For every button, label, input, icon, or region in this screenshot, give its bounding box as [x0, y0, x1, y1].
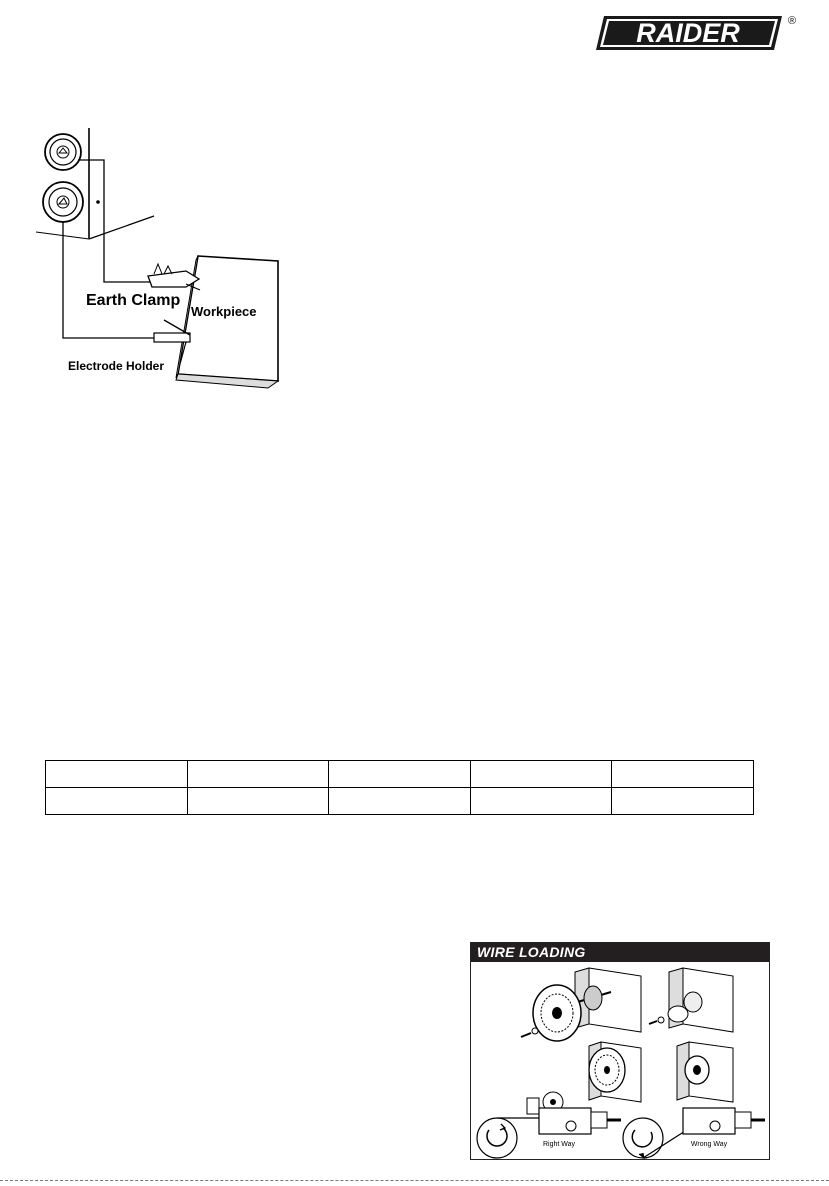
wrong-way-caption: Wrong Way [690, 1141, 728, 1148]
electrode-holder-label: Electrode Holder [68, 359, 165, 373]
wire-loading-panel [470, 942, 770, 1160]
table-row [46, 761, 754, 788]
wrong-way-illustration [623, 1108, 765, 1158]
right-way-caption: Right Way [542, 1141, 576, 1148]
table-cell [612, 761, 754, 788]
right-way-illustration [477, 1108, 621, 1158]
table-cell [187, 788, 329, 815]
table-cell [470, 788, 612, 815]
table-cell [329, 788, 471, 815]
table-row [46, 788, 754, 815]
data-table [45, 760, 754, 815]
spool-mounting-illustration [521, 968, 641, 1041]
mounted-small-spool-illustration [677, 1042, 733, 1102]
spindle-illustration [649, 968, 733, 1032]
table-cell [46, 788, 188, 815]
table-cell [46, 761, 188, 788]
raider-logo [596, 12, 796, 54]
earth-clamp-icon [148, 264, 200, 290]
table-cell [470, 761, 612, 788]
brand-name: RAIDER [636, 18, 740, 48]
table-cell [612, 788, 754, 815]
registered-mark: ® [787, 15, 796, 27]
output-socket-top [45, 134, 81, 170]
table-cell [329, 761, 471, 788]
mounted-spool-illustration [589, 1042, 641, 1102]
connection-diagram [36, 124, 296, 390]
workpiece-label: Workpiece [191, 304, 257, 319]
table-cell [187, 761, 329, 788]
earth-clamp-label: Earth Clamp [86, 292, 181, 309]
page-bottom-divider [0, 1180, 829, 1181]
output-socket-bottom [43, 182, 83, 222]
wire-loading-title: WIRE LOADING [471, 943, 769, 962]
wire-loading-diagram [471, 962, 769, 1159]
